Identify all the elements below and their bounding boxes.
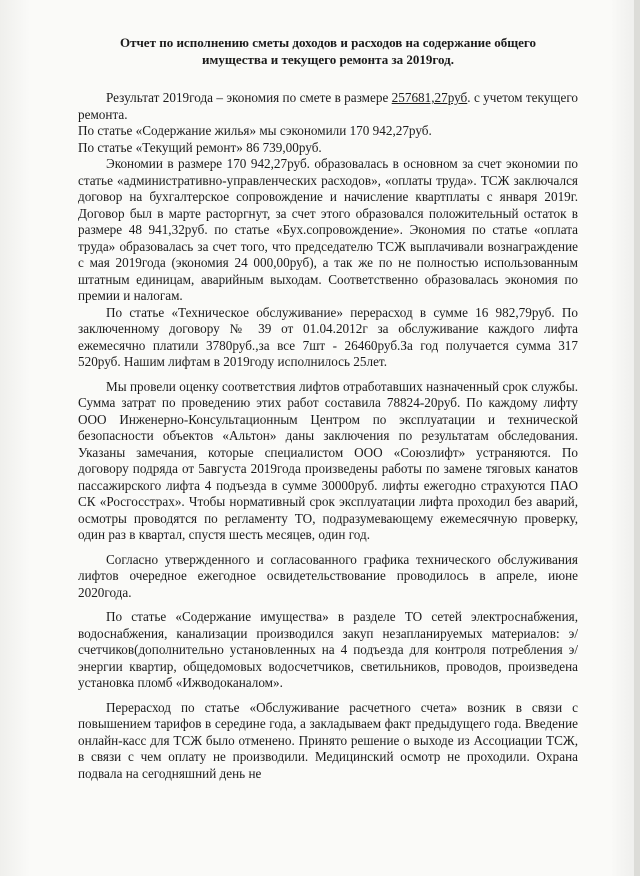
repair-savings-line: По статье «Текущий ремонт» 86 739,00руб. [78,139,322,155]
title-line-2: имущества и текущего ремонта за 2019год. [202,52,454,67]
schedule-paragraph: Согласно утвержденного и согласованного графика технического обслуживания лифтов очередное ежегодное освидетельствование проводилось в апреле, июне 2020года. [78,551,578,600]
scan-edge-shadow [634,0,640,876]
result-text-before: Результат 2019года – экономия по смете в размере [106,90,392,105]
title-line-1: Отчет по исполнению сметы доходов и расходов на содержание общего [119,35,537,50]
document-title [78,34,578,68]
property-paragraph: По статье «Содержание имущества» в разделе ТО сетей электроснабжения, водоснабжения, канализации производился закуп незапланируемых материалов: э/счетчиков(дополнительно установленных на 4 подъезда для контроля потребления э/энергии квартир, общедомовых водосчетчиков, светильников, проводов, произведена установка пломб «Ижводоканалом». [78,609,578,690]
result-paragraph [78,90,578,123]
savings-paragraph: Экономии в размере 170 942,27руб. образовалась в основном за счет экономии по статье «административно-управленческих расходов», «оплаты труда». ТСЖ заключался договор на бухгалтерское сопровождение и начисление квартплаты с января 2019г. Договор был в марте расторгнут, за счет этого образовался положительный остаток в размере 48 941,32руб. по статье «Бух.сопровождение». Экономия по статье «оплата труда» образовалась за счет того, что председателю ТСЖ выплачивали вознаграждение с мая 2019года (экономия 24 000,00руб), а так же по не полностью использованным штатным единицам, аварийным выходам. Соответственно образовалась экономия по премии и налогам. [78,156,578,303]
result-text-after: . с учетом текущего ремонта. [78,90,578,122]
account-paragraph: Перерасход по статье «Обслуживание расчетного счета» возник в связи с повышением тарифов в середине года, а закладываем факт предыдущего года. Введение онлайн-касс для ТСЖ было отменено. Принято решение о выходе из Ассоциации ТСЖ, в связи с чем оплату не производили. Медицинский осмотр не проходили. Охрана подвала на сегодняшний день не [78,699,578,781]
maintenance-savings-line: По статье «Содержание жилья» мы сэкономили 170 942,27руб. [78,123,432,138]
lifts-paragraph: Мы провели оценку соответствия лифтов отработавших назначенный срок службы. Сумма затрат по проведению этих работ составила 78824-20руб. По каждому лифту ООО Инженерно-Консультационным Центром по эксплуатации и технической безопасности объектов «Альтон» даны заключения по результатам обследования. Указаны замечания, которые специалистом ООО «Союзлифт» устраняются. По договору подряда от 5августа 2019года произведены работы по замене тяговых канатов пассажирского лифта 4 подъезда в сумме 30000руб. лифты ежегодно страхуются ПАО СК «Росгосстрах». Чтобы нормативный срок эксплуатации лифта проходил без аварий, осмотры проводятся по регламенту ТО, подразумевающему ежемесячную проверку, один раз в квартал, спустя шесть месяцев, один год. [78,378,578,542]
result-amount: 257681,27руб [391,90,468,105]
tech-service-paragraph: По статье «Техническое обслуживание» перерасход в сумме 16 982,79руб. По заключенному договору № 39 от 01.04.2012г за обслуживание каждого лифта ежемесячно платили 3780руб.,за все 7шт - 26460руб.За год получается сумма 317 520руб. Нашим лифтам в 2019году исполнилось 25лет. [78,304,578,369]
